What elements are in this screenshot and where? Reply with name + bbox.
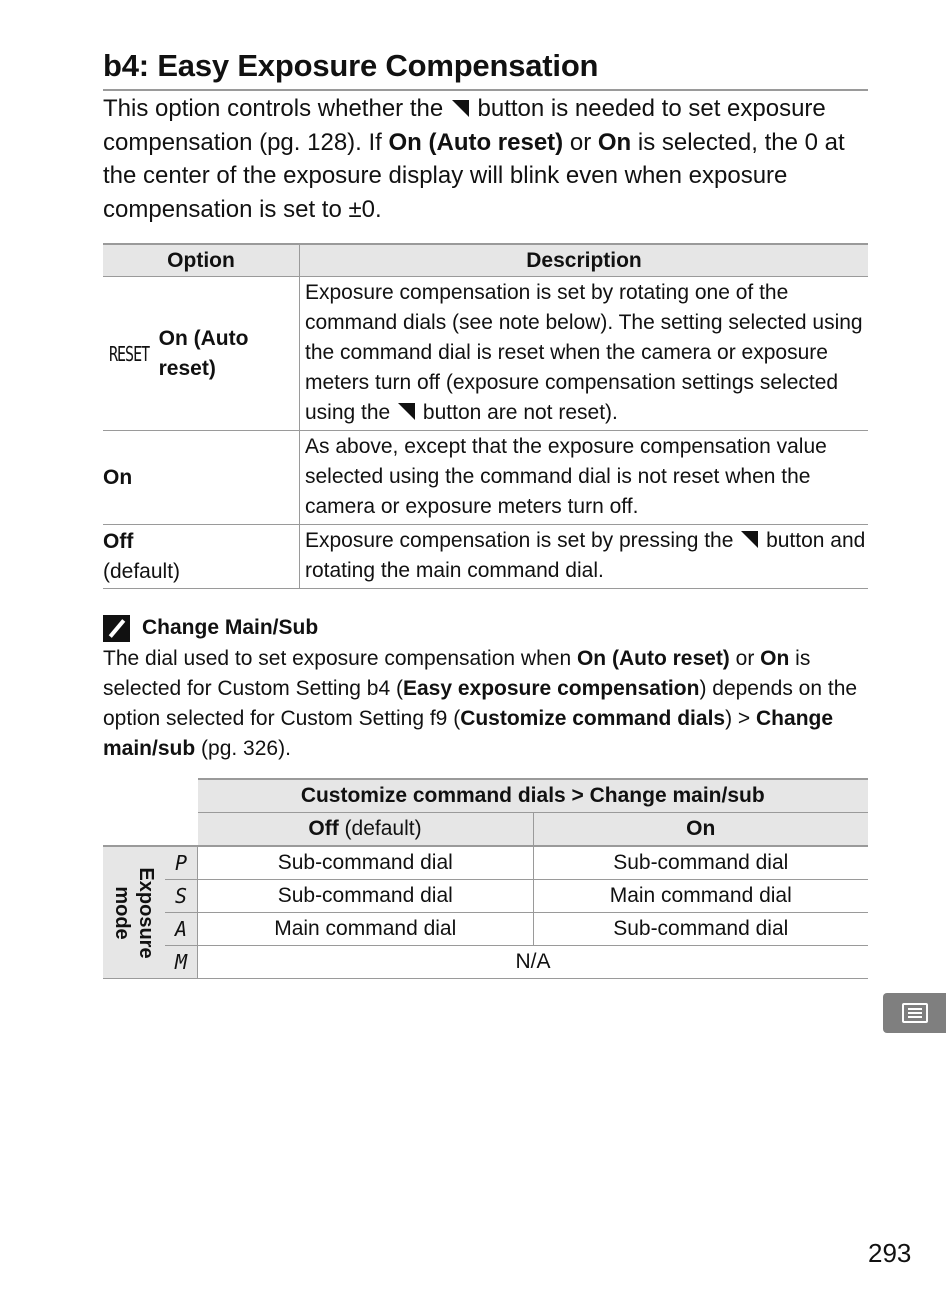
custom-settings-tab [883, 993, 946, 1033]
note-section [103, 612, 868, 764]
table-row: Exposure mode P Sub-command dial Sub-command dial [103, 846, 868, 880]
mode-p-icon: P [165, 846, 198, 880]
reset-icon: RESET [109, 341, 150, 366]
table-row [103, 277, 868, 431]
exposure-compensation-icon [452, 100, 469, 117]
page-content [103, 44, 868, 979]
options-table [103, 243, 868, 589]
column-off: Off (default) [198, 813, 534, 847]
page-number: 293 [868, 1238, 912, 1268]
table-row: S Sub-command dial Main command dial [103, 880, 868, 913]
pencil-note-icon [103, 615, 130, 642]
options-table-header [103, 244, 868, 277]
table-row: M N/A [103, 946, 868, 979]
note-heading: Change Main/Sub [142, 616, 319, 639]
exposure-compensation-icon [398, 403, 415, 420]
option-description: Exposure compensation is set by rotating one of the command dials (see note below). The setting selected using the command dial is reset when the camera or exposure meters turn off (exposure compensation settings selected using the ± button are not reset). [300, 277, 869, 431]
intro-paragraph: This option controls whether the ± button is needed to set exposure compensation (pg. 128). If On (Auto reset) or On is selected, the 0 at the center of the exposure display will blink even when exposure compensation is set to ±0. [103, 92, 868, 226]
header-option: Option [103, 244, 300, 277]
option-name: Off [103, 529, 134, 553]
exposure-mode-label: Exposure mode [103, 846, 165, 979]
menu-list-icon [902, 1003, 928, 1023]
option-description: Exposure compensation is set by pressing the ± button and rotating the main command dial. [300, 525, 869, 589]
table-row: A Main command dial Sub-command dial [103, 913, 868, 946]
exposure-compensation-icon [741, 531, 758, 548]
option-name: On [103, 465, 133, 489]
mode-a-icon: A [165, 913, 198, 946]
mode-m-icon: M [165, 946, 198, 979]
option-description: As above, except that the exposure compensation value selected using the command dial is not reset when the camera or exposure meters turn off. [300, 431, 869, 525]
column-on: On [533, 813, 868, 847]
option-default-label: (default) [103, 559, 181, 583]
header-description: Description [300, 244, 869, 277]
command-dials-header: Customize command dials > Change main/sub [198, 779, 869, 813]
table-row [103, 431, 868, 525]
note-body: The dial used to set exposure compensation when On (Auto reset) or On is selected for Custom Setting b4 (Easy exposure compensation) depends on the option selected for Custom Setting f9 (Customize command dials) > Change main/sub (pg. 326). [103, 647, 858, 760]
mode-s-icon: S [165, 880, 198, 913]
page-title: b4: Easy Exposure Compensation [103, 44, 868, 91]
option-name: On (Auto reset) [158, 326, 249, 380]
table-row [103, 525, 868, 589]
command-dials-table [103, 778, 868, 979]
